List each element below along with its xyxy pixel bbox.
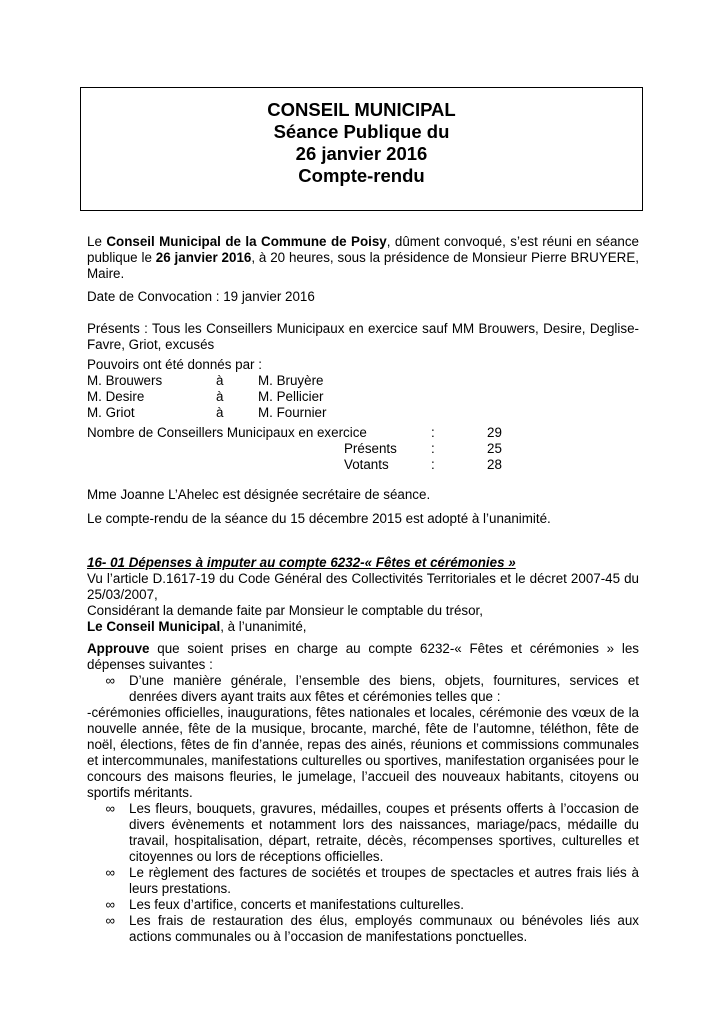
convocation-date: Date de Convocation : 19 janvier 2016	[87, 289, 315, 304]
list-item-text: Les feux d’artifice, concerts et manifestations culturelles.	[129, 897, 464, 912]
total-label: Nombre de Conseillers Municipaux en exercice	[87, 425, 367, 440]
pouvoir-to: M. Bruyère	[258, 373, 324, 388]
pouvoir-a: à	[216, 405, 224, 420]
section-vu: Vu l’article D.1617-19 du Code Général des Collectivités Territoriales et le décret 2007-45 du 25/03/2007,	[87, 571, 639, 602]
title-box	[80, 87, 643, 211]
total-label: Présents	[344, 441, 397, 456]
intro-end: , à 20 heures, sous la présidence de Monsieur Pierre BRUYERE, Maire.	[87, 250, 639, 281]
secretary-line: Mme Joanne L’Ahelec est désignée secrétaire de séance.	[87, 487, 431, 502]
infinity-bullet-icon: ∞	[105, 801, 115, 816]
pouvoir-row	[87, 405, 639, 421]
total-label: Votants	[344, 457, 389, 472]
section-council-line	[87, 619, 639, 635]
totals-section	[87, 425, 639, 473]
pouvoir-row	[87, 373, 639, 389]
council-label: Le Conseil Municipal	[87, 619, 221, 634]
list-item-text: Les fleurs, bouquets, gravures, médailles, coupes et présents offerts à l’occasion de divers évènements et notamment lors des naissances, mariage/pacs, médaille du travail, hospitalisation, départ, retraite, décès, récompenses sportives, culturelles et citoyennes ou lors de réceptions officielles.	[129, 801, 639, 864]
pouvoir-row	[87, 389, 639, 405]
pouvoir-to: M. Fournier	[258, 405, 327, 420]
section-considerant: Considérant la demande faite par Monsieur le comptable du trésor,	[87, 603, 483, 618]
list-item	[87, 897, 639, 913]
total-value: 25	[487, 441, 502, 456]
intro-paragraph	[87, 234, 639, 282]
list-item	[87, 673, 639, 705]
infinity-bullet-icon: ∞	[105, 865, 115, 880]
list-item-text: D’une manière générale, l’ensemble des biens, objets, fournitures, services et denrées divers ayant traits aux fêtes et cérémonies telles que :	[129, 673, 639, 704]
title-line-3: 26 janvier 2016	[295, 143, 428, 164]
approve-rest: que soient prises en charge au compte 6232-« Fêtes et cérémonies » les dépenses suivantes :	[87, 641, 639, 672]
total-value: 28	[487, 457, 502, 472]
list-item-text: Le règlement des factures de sociétés et troupes de spectacles et autres frais liés à leurs prestations.	[129, 865, 639, 896]
list-item-text: Les frais de restauration des élus, employés communaux ou bénévoles liés aux actions communales ou à l’occasion de manifestations ponctuelles.	[129, 913, 639, 944]
infinity-bullet-icon: ∞	[105, 897, 115, 912]
list-item	[87, 913, 639, 945]
pouvoir-from: M. Griot	[87, 405, 135, 420]
deliberation-section	[87, 555, 639, 945]
total-row	[87, 441, 639, 457]
intro-le: Le	[87, 234, 107, 249]
list-item	[87, 801, 639, 865]
intro-date: 26 janvier 2016	[155, 250, 252, 265]
total-colon: :	[431, 425, 435, 440]
ceremonies-paragraph: -cérémonies officielles, inaugurations, fêtes nationales et locales, cérémonie des vœux de la nouvelle année, fête de la musique, brocante, marché, fête de l’automne, téléthon, fête de noël, élections, fêtes de fin d’année, repas des ainés, réunions et commissions communales et intercommunales, manifestations culturelles ou sportives, manifestation organisées pour le concours des maisons fleuries, le jumelage, l’accueil des nouveaux habitants, citoyens ou sportifs méritants.	[87, 705, 639, 800]
pouvoir-from: M. Brouwers	[87, 373, 163, 388]
title-line-1: CONSEIL MUNICIPAL	[267, 99, 456, 120]
total-colon: :	[431, 457, 435, 472]
pouvoir-to: M. Pellicier	[258, 389, 324, 404]
total-value: 29	[487, 425, 502, 440]
list-item	[87, 865, 639, 897]
title-line-4: Compte-rendu	[298, 165, 425, 186]
infinity-bullet-icon: ∞	[105, 913, 115, 928]
presents-paragraph: Présents : Tous les Conseillers Municipaux en exercice sauf MM Brouwers, Desire, Deglise-Favre, Griot, excusés	[87, 321, 639, 352]
pouvoir-a: à	[216, 373, 224, 388]
pouvoirs-section	[87, 357, 639, 421]
pouvoir-from: M. Desire	[87, 389, 145, 404]
unanimity-text: , à l’unanimité,	[220, 619, 307, 634]
total-row	[87, 457, 639, 473]
pouvoirs-heading: Pouvoirs ont été donnés par :	[87, 357, 262, 372]
approve-paragraph	[87, 641, 639, 673]
infinity-bullet-icon: ∞	[105, 673, 115, 688]
section-title: 16- 01 Dépenses à imputer au compte 6232-« Fêtes et cérémonies »	[87, 555, 516, 570]
intro-council: Conseil Municipal de la Commune de Poisy	[106, 234, 387, 249]
pouvoir-a: à	[216, 389, 224, 404]
total-colon: :	[431, 441, 435, 456]
approve-word: Approuve	[87, 641, 150, 656]
intro-mid: , dûment convoqué, s’est réuni en séance publique le	[87, 234, 639, 265]
title-line-2: Séance Publique du	[273, 121, 450, 142]
total-row	[87, 425, 639, 441]
previous-minutes-line: Le compte-rendu de la séance du 15 décembre 2015 est adopté à l’unanimité.	[87, 511, 551, 526]
